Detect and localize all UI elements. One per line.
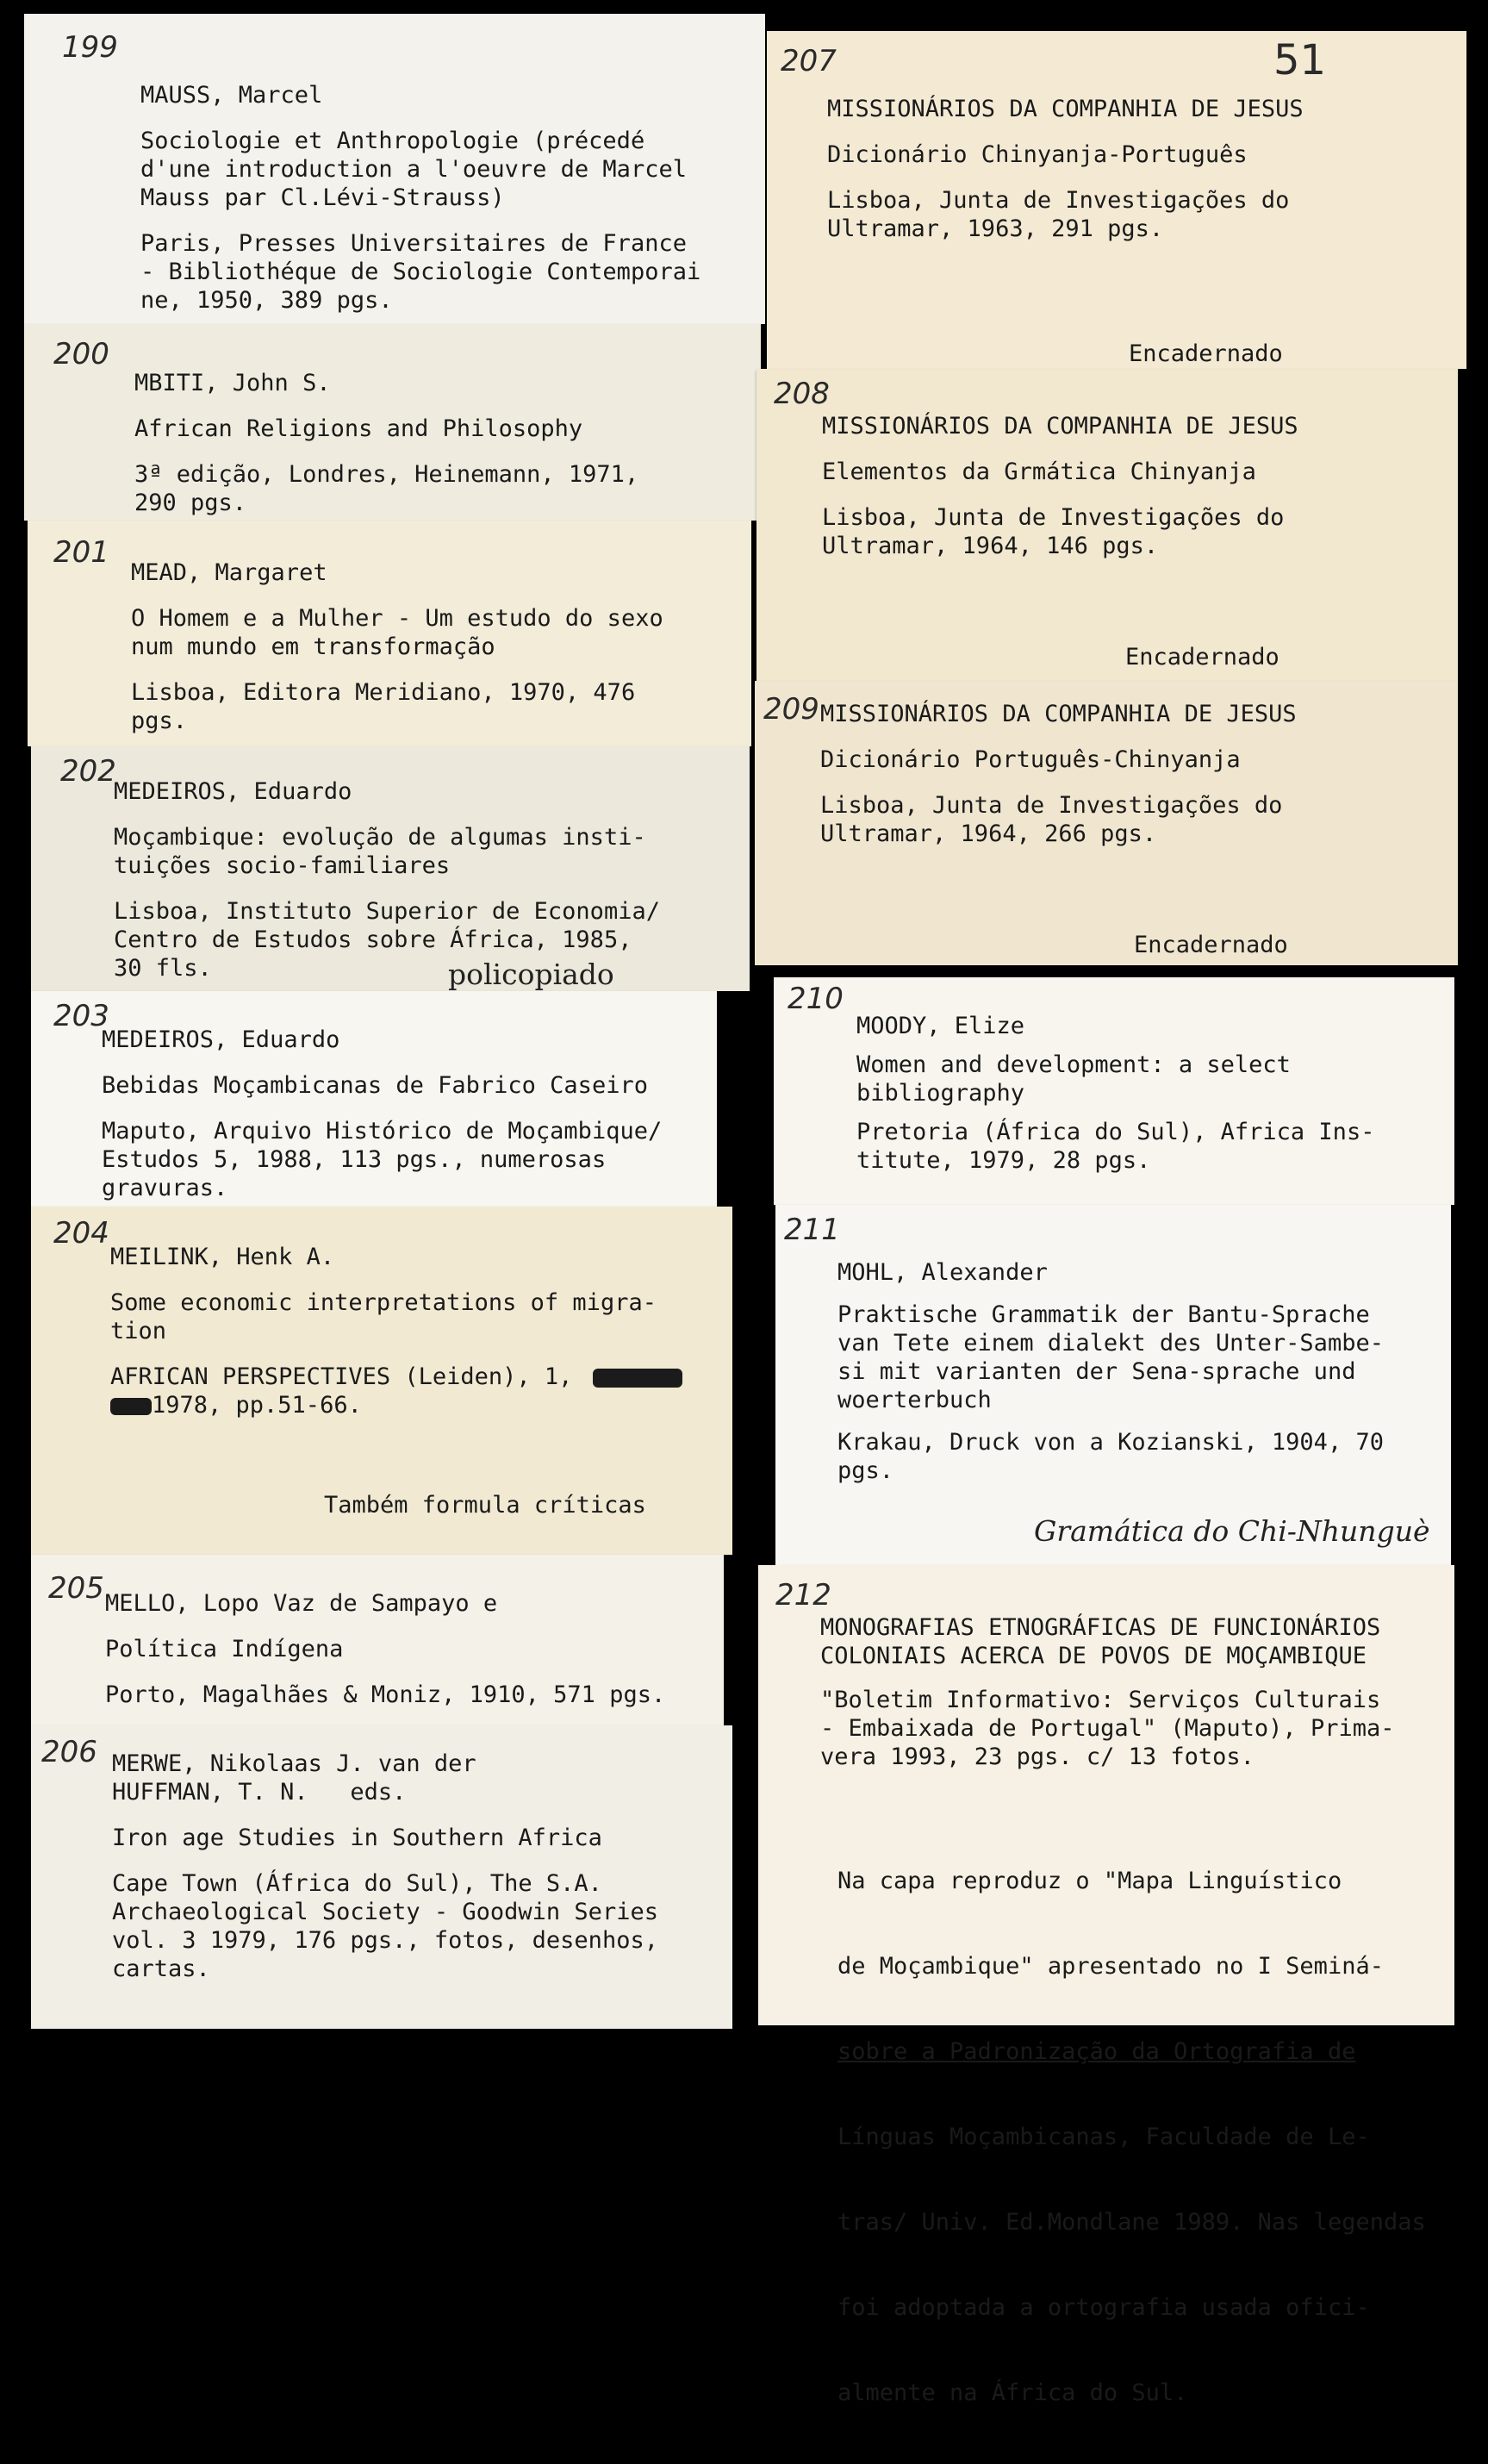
card-note-line: almente na África do Sul. [837,2380,1188,2406]
card-title-line: vera 1993, 23 pgs. c/ 13 fotos. [820,1744,1255,1770]
card-number: 205 [48,1571,104,1606]
card-title-line: Bebidas Moçambicanas de Fabrico Caseiro [102,1072,648,1099]
card-title-line: "Boletim Informativo: Serviços Culturais [820,1687,1381,1713]
card-imprint-line [110,1391,682,1419]
card-imprint-line: Ultramar, 1964, 146 pgs. [822,533,1159,559]
card-imprint-line: Pretoria (África do Sul), Africa Ins- [856,1119,1375,1145]
handwritten-note: Gramática do Chi-Nhunguè [1034,1514,1430,1548]
card-author: HUFFMAN, T. N. eds. [112,1779,407,1806]
catalog-card-205 [31,1555,724,1725]
card-number: 202 [60,754,116,789]
card-title-line: Dicionário Português-Chinyanja [820,746,1241,773]
catalog-card-201 [28,521,751,746]
card-author: MISSIONÁRIOS DA COMPANHIA DE JESUS [822,413,1298,440]
card-title-line: si mit varianten der Sena-sprache und [837,1358,1356,1385]
card-author: MISSIONÁRIOS DA COMPANHIA DE JESUS [827,96,1304,122]
card-title-line: woerterbuch [837,1387,992,1413]
card-title-line: O Homem e a Mulher - Um estudo do sexo [131,605,663,632]
card-author: MOHL, Alexander [837,1259,1048,1286]
card-note-line: Línguas Moçambicanas, Faculdade de Le- [837,2124,1370,2150]
catalog-card-202 [31,746,750,991]
card-number: 207 [781,44,837,78]
card-imprint-line: Krakau, Druck von a Kozianski, 1904, 70 [837,1429,1384,1456]
card-author: MOODY, Elize [856,1013,1025,1039]
card-number: 201 [53,535,109,570]
card-imprint-line: Centro de Estudos sobre África, 1985, [114,926,632,953]
card-note-line: tras/ Univ. Ed.Mondlane 1989. Nas legendas [837,2209,1426,2236]
card-note-line: Na capa reproduz o "Mapa Linguístico [837,1868,1342,1894]
card-title-line: Política Indígena [105,1636,344,1662]
card-title-line: d'une introduction a l'oeuvre de Marcel [140,156,687,183]
card-title-line: num mundo em transformação [131,633,495,660]
card-title-line: bibliography [856,1080,1025,1107]
card-author: MAUSS, Marcel [140,82,323,109]
card-imprint-line: vol. 3 1979, 176 pgs., fotos, desenhos, [112,1927,658,1954]
card-author: COLONIAIS ACERCA DE POVOS DE MOÇAMBIQUE [820,1643,1367,1669]
card-author: MONOGRAFIAS ETNOGRÁFICAS DE FUNCIONÁRIOS [820,1614,1381,1641]
card-title-line: van Tete einem dialekt des Unter-Sambe- [837,1330,1384,1357]
redaction-mark [110,1398,152,1415]
card-imprint-line: pgs. [131,708,188,734]
imprint-text: 1978, pp.51-66. [152,1392,362,1419]
card-author: MBITI, John S. [134,370,331,396]
card-title-line: Iron age Studies in Southern Africa [112,1825,602,1851]
card-number: 206 [41,1735,97,1769]
card-imprint-line: Paris, Presses Universitaires de France [140,230,687,257]
catalog-card-207 [767,31,1466,369]
card-author: MISSIONÁRIOS DA COMPANHIA DE JESUS [820,701,1297,727]
catalog-card-208 [756,369,1458,681]
card-imprint-line: Lisboa, Instituto Superior de Economia/ [114,898,660,925]
card-imprint-line: Lisboa, Editora Meridiano, 1970, 476 [131,679,636,706]
card-imprint-line: Lisboa, Junta de Investigações do [822,504,1285,531]
card-title-line: Dicionário Chinyanja-Português [827,141,1248,168]
catalog-card-204 [31,1207,732,1555]
card-imprint-line: Estudos 5, 1988, 113 pgs., numerosas [102,1146,607,1173]
card-imprint-line: Lisboa, Junta de Investigações do [827,187,1290,214]
card-imprint-line: 3ª edição, Londres, Heinemann, 1971, [134,461,639,488]
card-imprint-line: titute, 1979, 28 pgs. [856,1147,1151,1174]
card-imprint-line: Archaeological Society - Goodwin Series [112,1899,658,1925]
catalog-card-203 [31,991,717,1207]
card-note-line: sobre a Padronização da Ortografia de [837,2038,1356,2065]
card-number: 211 [784,1213,840,1247]
card-author: MEAD, Margaret [131,559,327,586]
handwritten-note: policopiado [448,958,614,991]
catalog-card-211 [775,1205,1451,1565]
card-title-line: Praktische Grammatik der Bantu-Sprache [837,1301,1370,1328]
card-title-line: Moçambique: evolução de algumas insti- [114,824,646,851]
card-imprint-line: Ultramar, 1963, 291 pgs. [827,215,1164,242]
card-author: MEDEIROS, Eduardo [102,1026,340,1053]
card-number: 200 [53,337,109,371]
card-imprint-line: ne, 1950, 389 pgs. [140,287,393,314]
card-imprint-line [110,1363,682,1391]
catalog-card-206 [31,1725,732,2029]
catalog-card-212 [758,1565,1454,2406]
card-note-line: Também formula críticas [324,1492,646,1519]
corner-number: 51 [1273,36,1327,84]
catalog-card-200 [24,324,761,521]
card-number: 203 [53,999,109,1033]
card-imprint-line: 290 pgs. [134,490,247,516]
redaction-mark [593,1369,682,1388]
card-imprint-line: Maputo, Arquivo Histórico de Moçambique/ [102,1118,663,1145]
card-title-line: Elementos da Grmática Chinyanja [822,458,1256,485]
card-number: 210 [788,982,844,1016]
binding-label: Encadernado [1129,340,1283,367]
card-number: 199 [62,30,118,65]
card-imprint-line: Cape Town (África do Sul), The S.A. [112,1870,602,1897]
card-note-line: foi adoptada a ortografia usada ofici- [837,2294,1370,2321]
card-title-line: Some economic interpretations of migra- [110,1289,657,1316]
card-author: MELLO, Lopo Vaz de Sampayo e [105,1590,498,1617]
card-imprint-line: gravuras. [102,1175,228,1201]
card-author: MEDEIROS, Eduardo [114,778,352,805]
binding-label: Encadernado [1125,644,1279,671]
imprint-text: AFRICAN PERSPECTIVES (Leiden), 1, [110,1363,573,1390]
card-number: 209 [763,692,819,727]
card-imprint-line: Ultramar, 1964, 266 pgs. [820,820,1157,847]
card-imprint-line: 30 fls. [114,955,212,982]
card-title-line: tion [110,1318,167,1344]
card-title-line: Women and development: a select [856,1051,1291,1078]
card-note-line: de Moçambique" apresentado no I Seminá- [837,1953,1384,1980]
card-title-line: - Embaixada de Portugal" (Maputo), Prima- [820,1715,1395,1742]
catalog-card-199 [24,14,765,324]
card-imprint-line: - Bibliothéque de Sociologie Contemporai [140,259,701,285]
card-imprint-line: pgs. [837,1457,894,1484]
card-title-line: African Religions and Philosophy [134,415,583,442]
card-imprint-line: Lisboa, Junta de Investigações do [820,792,1283,819]
binding-label: Encadernado [1134,932,1288,958]
card-imprint-line: cartas. [112,1956,210,1982]
card-author: MERWE, Nikolaas J. van der [112,1750,476,1777]
card-title-line: Sociologie et Anthropologie (précedé [140,128,645,154]
catalog-card-209 [755,681,1458,965]
card-title-line: tuições socio-familiares [114,852,451,879]
card-number: 204 [53,1216,109,1251]
card-title-line: Mauss par Cl.Lévi-Strauss) [140,184,505,211]
card-imprint-line: Porto, Magalhães & Moniz, 1910, 571 pgs. [105,1681,666,1708]
card-number: 212 [775,1578,831,1613]
card-number: 208 [774,377,830,411]
catalog-card-210 [774,977,1454,1205]
card-author: MEILINK, Henk A. [110,1244,335,1270]
